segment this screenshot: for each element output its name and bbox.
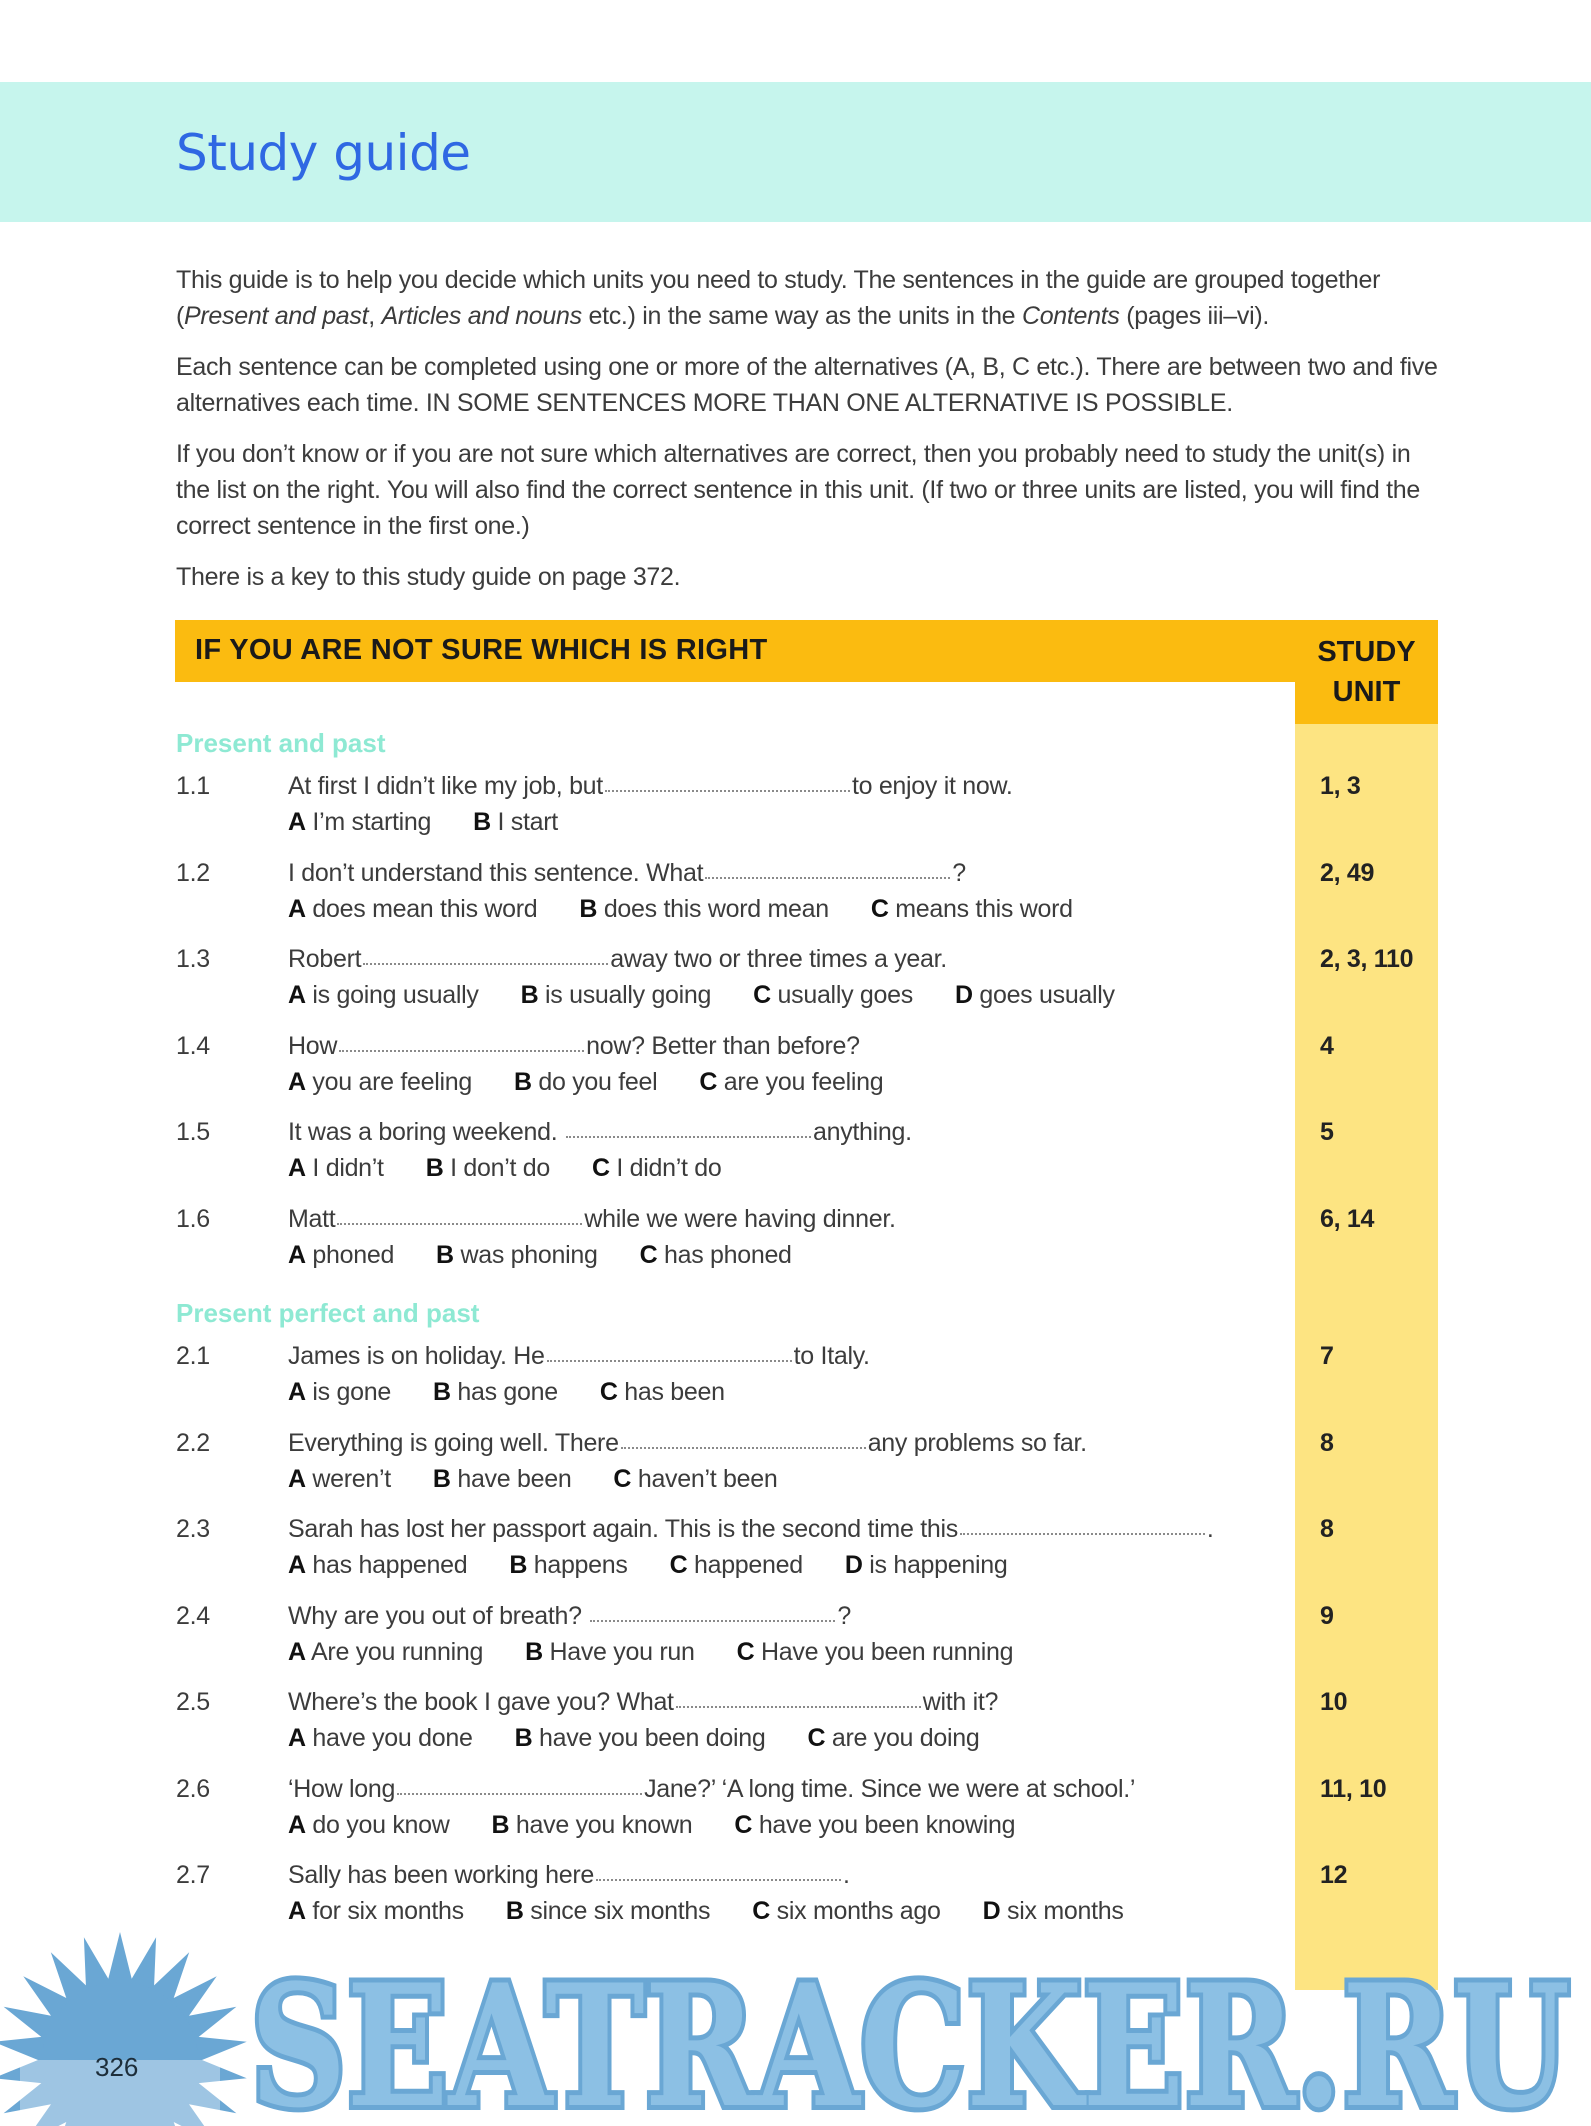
option-text: you are feeling <box>312 1067 472 1096</box>
answer-blank <box>339 1050 584 1052</box>
sentence-start: James is on holiday. He <box>288 1342 545 1370</box>
intro-p1-part: , <box>368 302 382 330</box>
option-letter: D <box>982 1897 1001 1925</box>
study-unit-header <box>1295 620 1438 724</box>
question-number: 2.6 <box>176 1774 210 1803</box>
option-text: do you know <box>312 1810 450 1839</box>
option-letter: A <box>288 808 306 836</box>
answer-option <box>288 895 537 924</box>
sentence-start: It was a boring weekend. <box>288 1118 564 1146</box>
study-unit-ref: 11, 10 <box>1320 1774 1387 1803</box>
answer-option <box>433 1465 572 1494</box>
option-text: Have you been running <box>761 1637 1014 1666</box>
option-letter: A <box>288 894 306 923</box>
question-row <box>176 1118 1436 1198</box>
question-row <box>176 1688 1436 1768</box>
answer-options <box>288 1811 1057 1840</box>
answer-options <box>288 981 1157 1010</box>
option-letter: A <box>288 1067 306 1096</box>
option-letter: C <box>736 1637 755 1666</box>
sentence-end: to Italy. <box>793 1342 870 1370</box>
section-title: Present and past <box>176 728 386 758</box>
option-text: does mean this word <box>312 894 538 923</box>
answer-option <box>426 1154 550 1183</box>
option-text: I’m starting <box>312 808 432 836</box>
answer-option <box>871 895 1073 924</box>
option-letter: C <box>669 1551 688 1579</box>
option-letter: C <box>807 1724 826 1752</box>
answer-blank <box>566 1136 811 1138</box>
title-band <box>0 82 1591 222</box>
answer-option <box>492 1811 693 1840</box>
option-text: is happening <box>869 1551 1008 1579</box>
option-letter: A <box>288 1154 306 1182</box>
option-letter: B <box>432 1464 451 1493</box>
option-letter: B <box>425 1154 444 1182</box>
answer-option <box>592 1154 722 1183</box>
option-letter: C <box>752 1897 771 1925</box>
option-letter: C <box>639 1240 658 1269</box>
answer-option <box>845 1551 1008 1580</box>
sentence-end: with it? <box>922 1688 999 1716</box>
sentence-start: ‘How long <box>288 1774 396 1803</box>
table-header-label: IF YOU ARE NOT SURE WHICH IS RIGHT <box>195 634 768 666</box>
sentence-start: How <box>288 1031 338 1060</box>
sentence-start: At first I didn’t like my job, but <box>288 772 603 800</box>
answer-option <box>288 1154 384 1183</box>
answer-option <box>600 1378 725 1407</box>
question-sentence <box>288 1118 912 1147</box>
option-letter: B <box>436 1240 454 1269</box>
option-text: are you feeling <box>723 1067 884 1096</box>
option-letter: B <box>473 808 491 836</box>
option-letter: A <box>288 981 306 1009</box>
question-number: 2.4 <box>176 1601 210 1630</box>
intro-text <box>176 262 1446 610</box>
question-sentence <box>288 1602 851 1631</box>
option-text: Are you running <box>311 1637 484 1666</box>
study-unit-ref: 5 <box>1320 1118 1334 1146</box>
option-letter: C <box>753 981 771 1009</box>
study-unit-ref: 8 <box>1320 1515 1334 1543</box>
watermark <box>0 1900 1591 2126</box>
answer-option <box>288 1068 472 1097</box>
intro-p1-italic: Contents <box>1021 302 1120 330</box>
option-letter: C <box>699 1067 718 1096</box>
answer-options <box>288 1241 834 1270</box>
option-text: I didn’t do <box>616 1154 722 1182</box>
option-text: have you done <box>312 1724 473 1752</box>
question-sentence <box>288 1861 850 1890</box>
sentence-end: away two or three times a year. <box>610 945 947 973</box>
sunburst-icon <box>0 1932 247 2126</box>
answer-options <box>288 1638 1055 1667</box>
question-number: 1.2 <box>176 858 210 887</box>
question-row <box>176 859 1436 939</box>
answer-option <box>613 1465 777 1494</box>
answer-option <box>514 1068 657 1097</box>
option-letter: D <box>954 981 973 1009</box>
answer-option <box>515 1724 766 1753</box>
option-letter: B <box>509 1551 528 1579</box>
question-number: 2.3 <box>176 1515 210 1543</box>
option-letter: B <box>525 1637 543 1666</box>
option-text: does this word mean <box>603 894 829 923</box>
option-letter: B <box>514 1724 533 1752</box>
option-text: Have you run <box>549 1637 695 1666</box>
answer-option <box>699 1068 883 1097</box>
study-unit-ref: 7 <box>1320 1342 1334 1370</box>
answer-option <box>288 1378 391 1407</box>
question-row <box>176 945 1436 1025</box>
option-text: goes usually <box>979 981 1115 1009</box>
sentence-end: to enjoy it now. <box>851 772 1013 800</box>
study-unit-header-line-1: STUDY <box>1317 636 1416 668</box>
option-text: have been <box>457 1464 572 1493</box>
intro-paragraph-1 <box>176 262 1446 334</box>
question-sentence <box>288 1205 896 1234</box>
answer-options <box>288 1068 925 1097</box>
intro-paragraph-2: Each sentence can be completed using one or more of the alternatives (A, B, C etc.). There are between two and five alternatives each time. IN SOME SENTENCES MORE THAN ONE ALTERNATIVE IS POSSIBLE. <box>176 353 1438 417</box>
question-sentence <box>288 945 947 974</box>
answer-option <box>525 1638 695 1667</box>
answer-blank <box>676 1706 921 1708</box>
option-letter: D <box>844 1551 863 1579</box>
page-title: Study guide <box>176 124 471 182</box>
question-number: 2.1 <box>176 1342 210 1370</box>
option-letter: A <box>288 1551 306 1579</box>
sentence-start: Matt <box>288 1204 336 1233</box>
answer-options <box>288 1465 819 1494</box>
sentence-end: ? <box>837 1601 852 1630</box>
question-row <box>176 1205 1436 1285</box>
answer-options <box>288 1551 1049 1580</box>
question-sentence <box>288 859 966 888</box>
answer-option <box>436 1241 598 1270</box>
option-text: usually goes <box>777 981 913 1009</box>
option-letter: A <box>288 1724 306 1752</box>
question-sentence <box>288 1429 1087 1458</box>
sentence-end: ? <box>952 858 966 887</box>
question-sentence <box>288 1688 998 1717</box>
table-header-bar <box>175 620 1438 682</box>
answer-blank <box>705 877 950 879</box>
question-row <box>176 1775 1436 1855</box>
option-text: I start <box>497 808 558 836</box>
intro-p1-part: etc.) in the same way as the units in the <box>581 302 1022 330</box>
answer-option <box>509 1551 627 1580</box>
answer-options <box>288 1154 764 1183</box>
option-text: has been <box>624 1378 725 1406</box>
answer-option <box>288 981 479 1010</box>
option-letter: B <box>491 1810 510 1839</box>
option-text: has phoned <box>663 1240 792 1269</box>
answer-blank <box>605 790 850 792</box>
answer-option <box>473 808 558 837</box>
sentence-start: Everything is going well. There <box>288 1428 619 1457</box>
option-letter: B <box>505 1897 524 1925</box>
section-title: Present perfect and past <box>176 1298 480 1328</box>
study-unit-ref: 1, 3 <box>1320 772 1361 800</box>
option-letter: C <box>734 1810 753 1839</box>
question-number: 2.2 <box>176 1428 210 1457</box>
question-number: 1.5 <box>176 1118 210 1146</box>
page-number: 326 <box>95 2052 139 2082</box>
option-text: for six months <box>312 1897 464 1925</box>
question-row <box>176 772 1436 852</box>
option-text: is usually going <box>544 981 712 1009</box>
study-unit-ref: 9 <box>1320 1601 1334 1630</box>
question-sentence <box>288 772 1013 801</box>
answer-blank <box>621 1447 866 1449</box>
option-letter: B <box>520 981 539 1009</box>
answer-options <box>288 808 600 837</box>
answer-blank <box>596 1879 841 1881</box>
option-letter: B <box>579 894 598 923</box>
study-unit-ref: 10 <box>1320 1688 1348 1716</box>
option-text: means this word <box>895 894 1073 923</box>
option-letter: A <box>288 1240 306 1269</box>
answer-option <box>579 895 828 924</box>
option-text: has gone <box>457 1378 558 1406</box>
study-unit-ref: 4 <box>1320 1031 1334 1060</box>
answer-option <box>288 1551 467 1580</box>
intro-paragraph-4: There is a key to this study guide on page 372. <box>176 563 681 591</box>
answer-option <box>670 1551 803 1580</box>
sentence-end: . <box>842 1861 850 1889</box>
intro-p1-italic: Present and past <box>184 302 369 330</box>
option-text: I don’t do <box>450 1154 550 1182</box>
option-text: six months <box>1007 1897 1124 1925</box>
sentence-start: Sally has been working here <box>288 1861 594 1889</box>
option-letter: B <box>432 1378 451 1406</box>
answer-option <box>288 1638 483 1667</box>
option-letter: A <box>288 1378 306 1406</box>
question-number: 2.5 <box>176 1688 210 1716</box>
answer-blank <box>547 1360 792 1362</box>
question-sentence <box>288 1515 1214 1544</box>
option-text: happens <box>533 1551 628 1579</box>
option-text: I didn’t <box>312 1154 384 1182</box>
watermark-text: SEATRACKER.RU <box>250 1947 1570 2126</box>
answer-option <box>737 1638 1014 1667</box>
answer-blank <box>337 1223 582 1225</box>
option-letter: A <box>288 1464 306 1493</box>
sentence-end: anything. <box>813 1118 912 1146</box>
answer-options <box>288 1378 767 1407</box>
answer-option <box>734 1811 1015 1840</box>
option-text: have you been knowing <box>758 1810 1016 1839</box>
answer-blank <box>397 1793 642 1795</box>
option-text: have you known <box>515 1810 693 1839</box>
option-text: happened <box>693 1551 803 1579</box>
option-text: is going usually <box>312 981 479 1009</box>
answer-option <box>288 1465 391 1494</box>
question-sentence <box>288 1032 860 1061</box>
question-number: 1.3 <box>176 945 210 973</box>
option-text: do you feel <box>538 1067 658 1096</box>
intro-p1-part: (pages iii–vi). <box>1119 302 1270 330</box>
sentence-end: now? Better than before? <box>586 1031 860 1060</box>
question-number: 1.6 <box>176 1204 210 1233</box>
answer-options <box>288 1724 1021 1753</box>
answer-option <box>433 1378 558 1407</box>
answer-option <box>955 981 1115 1010</box>
intro-p1-part: This guide is to help you decide which units you need to study. The sentences in the guide are grouped together ( <box>176 266 1381 330</box>
study-unit-ref: 2, 49 <box>1320 858 1375 887</box>
question-number: 1.1 <box>176 772 210 800</box>
answer-option <box>288 1241 394 1270</box>
answer-blank <box>590 1620 835 1622</box>
study-unit-ref: 2, 3, 110 <box>1320 945 1414 973</box>
answer-blank <box>960 1533 1205 1535</box>
option-letter: C <box>591 1154 610 1182</box>
option-letter: C <box>613 1464 632 1493</box>
sentence-end: . <box>1206 1515 1214 1543</box>
option-text: was phoning <box>460 1240 598 1269</box>
study-unit-header-line-2: UNIT <box>1332 676 1401 708</box>
question-number: 1.4 <box>176 1031 210 1060</box>
option-text: six months ago <box>776 1897 941 1925</box>
option-letter: A <box>288 1810 306 1839</box>
question-row <box>176 1342 1436 1422</box>
question-row <box>176 1515 1436 1595</box>
question-row <box>176 1602 1436 1682</box>
study-unit-ref: 8 <box>1320 1428 1334 1457</box>
option-text: since six months <box>530 1897 711 1925</box>
intro-paragraph-3: If you don’t know or if you are not sure which alternatives are correct, then you probably need to study the unit(s) in the list on the right. You will also find the correct sentence in this unit. (If two or three units are listed, you will find the correct sentence in the first one.) <box>176 440 1420 540</box>
answer-blank <box>363 963 608 965</box>
option-text: phoned <box>312 1240 395 1269</box>
answer-option <box>807 1724 979 1753</box>
answer-option <box>288 808 431 837</box>
answer-option <box>288 1811 450 1840</box>
option-text: have you been doing <box>538 1724 766 1752</box>
option-letter: A <box>288 1637 306 1666</box>
option-text: haven’t been <box>637 1464 778 1493</box>
sentence-end: Jane?’ ‘A long time. Since we were at school.’ <box>644 1774 1136 1803</box>
study-unit-ref: 6, 14 <box>1320 1204 1375 1233</box>
sentence-end: while we were having dinner. <box>584 1204 896 1233</box>
intro-p1-italic: Articles and nouns <box>381 302 582 330</box>
study-unit-ref: 12 <box>1320 1861 1348 1889</box>
answer-option <box>640 1241 792 1270</box>
option-letter: B <box>513 1067 532 1096</box>
answer-option <box>753 981 913 1010</box>
option-letter: C <box>870 894 889 923</box>
sentence-start: I don’t understand this sentence. What <box>288 858 704 887</box>
question-row <box>176 1032 1436 1112</box>
sentence-start: Sarah has lost her passport again. This is the second time this <box>288 1515 958 1543</box>
option-letter: C <box>599 1378 618 1406</box>
sentence-start: Where’s the book I gave you? What <box>288 1688 674 1716</box>
watermark-text-fill: SEATRACKER.RU <box>250 1947 1570 2126</box>
answer-option <box>521 981 712 1010</box>
option-letter: A <box>288 1897 306 1925</box>
sentence-start: Robert <box>288 945 362 973</box>
answer-options <box>288 895 1115 924</box>
question-number: 2.7 <box>176 1861 210 1889</box>
sentence-end: any problems so far. <box>867 1428 1087 1457</box>
option-text: are you doing <box>831 1724 980 1752</box>
option-text: weren’t <box>312 1464 391 1493</box>
option-text: has happened <box>312 1551 468 1579</box>
question-sentence <box>288 1342 870 1371</box>
sentence-start: Why are you out of breath? <box>288 1601 589 1630</box>
question-sentence <box>288 1775 1135 1804</box>
question-row <box>176 1429 1436 1509</box>
answer-option <box>288 1724 473 1753</box>
option-text: is gone <box>312 1378 391 1406</box>
